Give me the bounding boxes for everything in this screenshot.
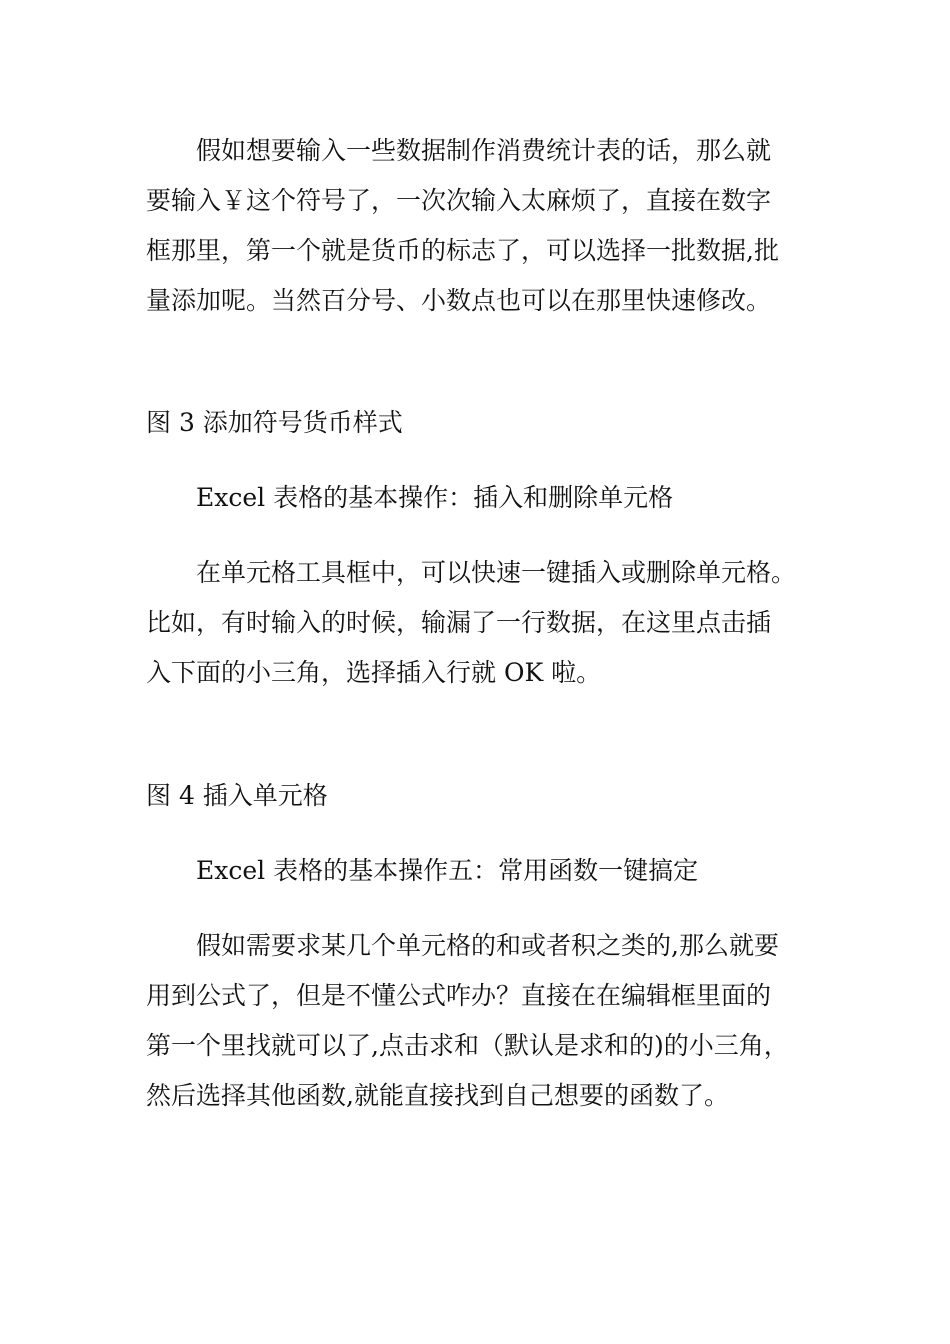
figure-caption-3: 图 3 添加符号货币样式: [146, 408, 403, 437]
paragraph-insert-cells: [146, 548, 796, 698]
paragraph-line: 入下面的小三角，选择插入行就 OK 啦。: [146, 658, 602, 687]
section-heading-insert-delete: Excel 表格的基本操作：插入和删除单元格: [196, 483, 674, 512]
paragraph-line: 第一个里找就可以了,点击求和（默认是求和的)的小三角，: [146, 1031, 789, 1060]
figure-caption-4: 图 4 插入单元格: [146, 781, 328, 810]
paragraph-line: 假如需要求某几个单元格的和或者积之类的,那么就要: [196, 931, 779, 960]
paragraph-line: 然后选择其他函数,就能直接找到自己想要的函数了。: [146, 1081, 729, 1110]
paragraph-line: 量添加呢。当然百分号、小数点也可以在那里快速修改。: [146, 286, 772, 315]
paragraph-line: 用到公式了，但是不懂公式咋办？直接在在编辑框里面的: [146, 981, 772, 1010]
paragraph-line: 框那里，第一个就是货币的标志了，可以选择一批数据,批: [146, 236, 779, 265]
paragraph-common-functions: [146, 921, 796, 1121]
paragraph-line: 在单元格工具框中，可以快速一键插入或删除单元格。: [196, 558, 797, 587]
paragraph-line: 要输入￥这个符号了，一次次输入太麻烦了，直接在数字: [146, 186, 772, 215]
paragraph-line: 假如想要输入一些数据制作消费统计表的话，那么就: [196, 136, 772, 165]
paragraph-line: 比如，有时输入的时候，输漏了一行数据，在这里点击插: [146, 608, 772, 637]
section-heading-functions: Excel 表格的基本操作五：常用函数一键搞定: [196, 856, 699, 885]
paragraph-currency-format: [146, 126, 796, 326]
